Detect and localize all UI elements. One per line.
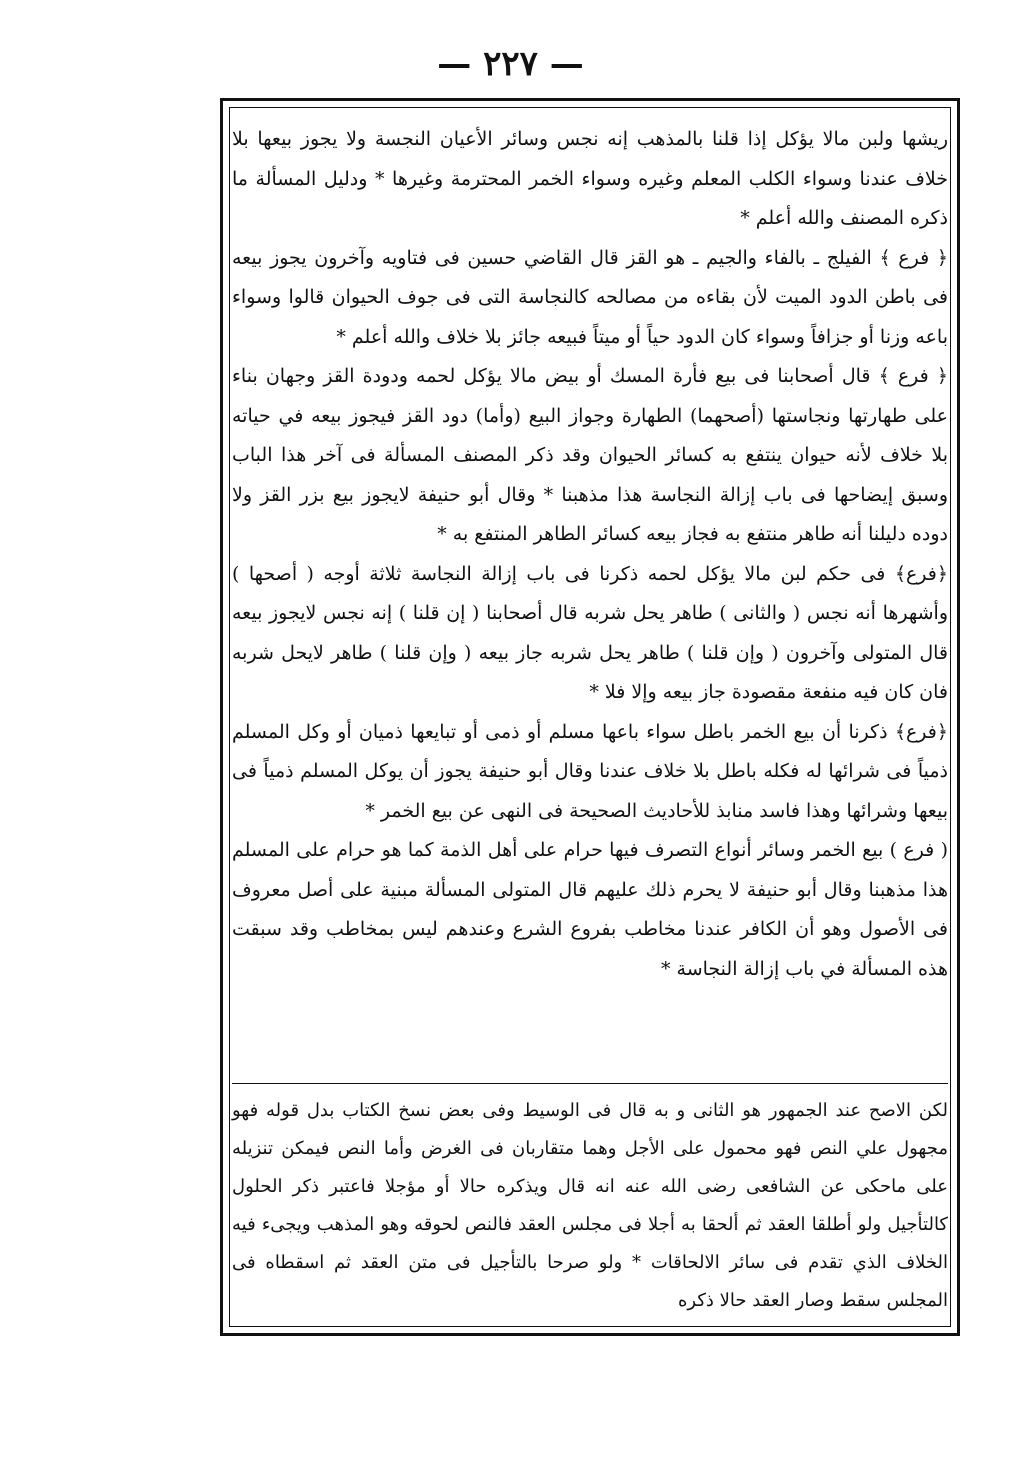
footnote <box>232 1092 948 1320</box>
paragraph-far-fayluj: ﴿ فرع ﴾ الفيلج ـ بالفاء والجيم ـ هو القز قال القاضي حسين فى فتاويه وآخرون يجوز بيعه فى باطن الدود الميت لأن بقاءه من مصالحه كالنجاسة التى فى جوف الحيوان قالوا وسواء باعه وزنا أو جزافاً وسواء كان الدود حياً أو ميتاً فبيعه جائز بلا خلاف والله أعلم * <box>232 246 948 348</box>
paragraph-far-misk: ﴿ فرع ﴾ قال أصحابنا فى بيع فأرة المسك أو بيض مالا يؤكل لحمه ودودة القز وجهان بناء على طهارتها ونجاستها (أصحهما) الطهارة وجواز البيع (وأما) دود القز فيجوز بيعه في حياته بلا خلاف لأنه حيوان ينتفع به كسائر الحيوان وقد ذكر المصنف المسألة فى آخر هذا الباب وسبق إيضاحها فى باب إزالة النجاسة هذا مذهبنا * وقال أبو حنيفة لايجوز بيع بزر القز ولا دوده دليلنا أنه طاهر منتفع به فجاز بيعه كسائر الطاهر المنتفع به * <box>232 365 949 545</box>
paragraph-far-khamr-sale: ﴿فرع﴾ ذكرنا أن بيع الخمر باطل سواء باعها مسلم أو ذمى أو تبايعها ذميان أو وكل المسلم ذمياً فى شرائها له فكله باطل بلا خلاف عندنا وقال أبو حنيفة يجوز أن يوكل المسلم ذمياً فى بيعها وشرائها وهذا فاسد منابذ للأحاديث الصحيحة فى النهى عن بيع الخمر * <box>232 720 948 822</box>
paragraph-far-khamr-dhimma: ( فرع ) بيع الخمر وسائر أنواع التصرف فيها حرام على أهل الذمة كما هو حرام على المسلم هذا مذهبنا وقال أبو حنيفة لا يحرم ذلك عليهم قال المتولى المسألة مبنية على أصل معروف فى الأصول وهو أن الكافر عندنا مخاطب بفروع الشرع وعندهم ليس بمخاطب وقد سبقت هذه المسألة في باب إزالة النجاسة * <box>232 839 948 980</box>
footnote-text: لكن الاصح عند الجمهور هو الثانى و به قال فى الوسيط وفى بعض نسخ الكتاب بدل قوله فهو مجهول علي النص فهو محمول على الأجل وهما متقاربان فى الغرض وأما النص فيمكن تنزيله على ماحكى عن الشافعى رضى الله عنه انه قال ويذكره حالا أو مؤجلا فاعتبر ذكر الحلول كالتأجيل ولو أطلقا العقد ثم ألحقا به أجلا فى مجلس العقد فالنص لحوقه وهو المذهب ويجىء فيه الخلاف الذي تقدم فى سائر الالحاقات * ولو صرحا بالتأجيل فى متن العقد ثم اسقطاه فى المجلس سقط وصار العقد حالا ذكره <box>232 1100 948 1311</box>
footnote-separator <box>232 1083 948 1084</box>
main-text <box>232 120 948 989</box>
paragraph-far-laban: ﴿فرع﴾ فى حكم لبن مالا يؤكل لحمه ذكرنا فى باب إزالة النجاسة ثلاثة أوجه ( أصحها ) وأشهرها أنه نجس ( والثانى ) طاهر يحل شربه قال أصحابنا ( إن قلنا ) إنه نجس لايجوز بيعه قال المتولى وآخرون ( وإن قلنا ) طاهر يحل شربه جاز بيعه ( وإن قلنا ) طاهر لايحل شربه فان كان فيه منفعة مقصودة جاز بيعه وإلا فلا * <box>232 562 948 703</box>
paragraph-intro: ريشها ولبن مالا يؤكل إذا قلنا بالمذهب إنه نجس وسائر الأعيان النجسة ولا يجوز بيعها بلا خلاف عندنا وسواء الكلب المعلم وغيره وسواء الخمر المحترمة وغيرها * ودليل المسألة ما ذكره المصنف والله أعلم * <box>232 128 948 229</box>
page-number: — ٢٢٧ — <box>437 44 584 84</box>
